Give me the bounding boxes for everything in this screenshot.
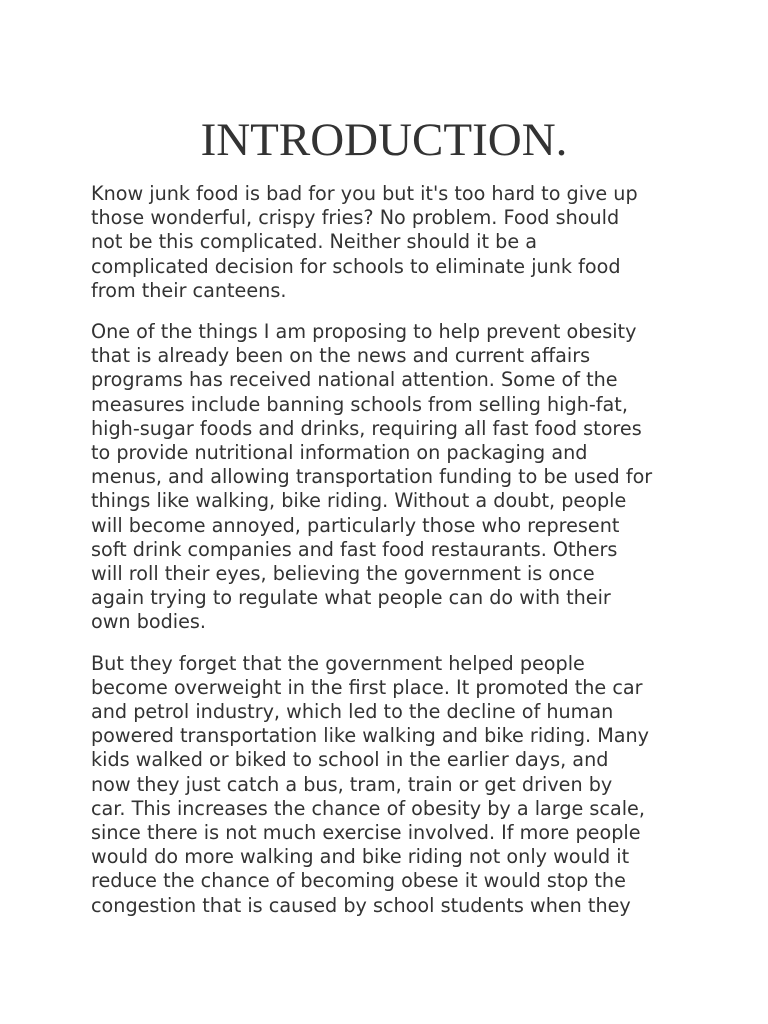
document-title: INTRODUCTION. — [200, 114, 568, 166]
document-body — [91, 182, 691, 935]
paragraph-2 — [91, 320, 691, 635]
text-line: congestion that is caused by school students when they — [91, 893, 631, 917]
paragraph-1 — [91, 182, 691, 303]
text-line: complicated decision for schools to eliminate junk food — [91, 254, 621, 278]
text-line: reduce the chance of becoming obese it would stop the — [91, 869, 626, 893]
text-line: and petrol industry, which led to the decline of human — [91, 700, 614, 724]
text-line: will roll their eyes, believing the government is once — [91, 562, 595, 586]
text-line: will become annoyed, particularly those who represent — [91, 513, 620, 537]
text-line: become overweight in the first place. It promoted the car — [91, 675, 643, 699]
text-line: But they forget that the government helped people — [91, 651, 585, 675]
text-line: would do more walking and bike riding not only would it — [91, 845, 630, 869]
text-line: car. This increases the chance of obesity by a large scale, — [91, 796, 645, 820]
text-line: One of the things I am proposing to help prevent obesity — [91, 320, 637, 344]
text-line: that is already been on the news and current affairs — [91, 344, 591, 368]
text-line: menus, and allowing transportation funding to be used for — [91, 465, 653, 489]
text-line: soft drink companies and fast food restaurants. Others — [91, 537, 618, 561]
text-line: own bodies. — [91, 610, 207, 634]
paragraph-3 — [91, 652, 691, 918]
text-line: measures include banning schools from selling high-fat, — [91, 392, 628, 416]
text-line: now they just catch a bus, tram, train or get driven by — [91, 772, 613, 796]
text-line: those wonderful, crispy fries? No problem. Food should — [91, 206, 620, 230]
text-line: again trying to regulate what people can do with their — [91, 586, 611, 610]
text-line: powered transportation like walking and bike riding. Many — [91, 724, 650, 748]
text-line: kids walked or biked to school in the earlier days, and — [91, 748, 609, 772]
text-line: things like walking, bike riding. Without a doubt, people — [91, 489, 627, 513]
text-line: programs has received national attention. Some of the — [91, 368, 618, 392]
text-line: high-sugar foods and drinks, requiring all fast food stores — [91, 416, 642, 440]
text-line: from their canteens. — [91, 278, 287, 302]
text-line: not be this complicated. Neither should it be a — [91, 230, 537, 254]
text-line: to provide nutritional information on packaging and — [91, 441, 588, 465]
text-line: Know junk food is bad for you but it's too hard to give up — [91, 182, 638, 205]
text-line: since there is not much exercise involved. If more people — [91, 821, 641, 845]
